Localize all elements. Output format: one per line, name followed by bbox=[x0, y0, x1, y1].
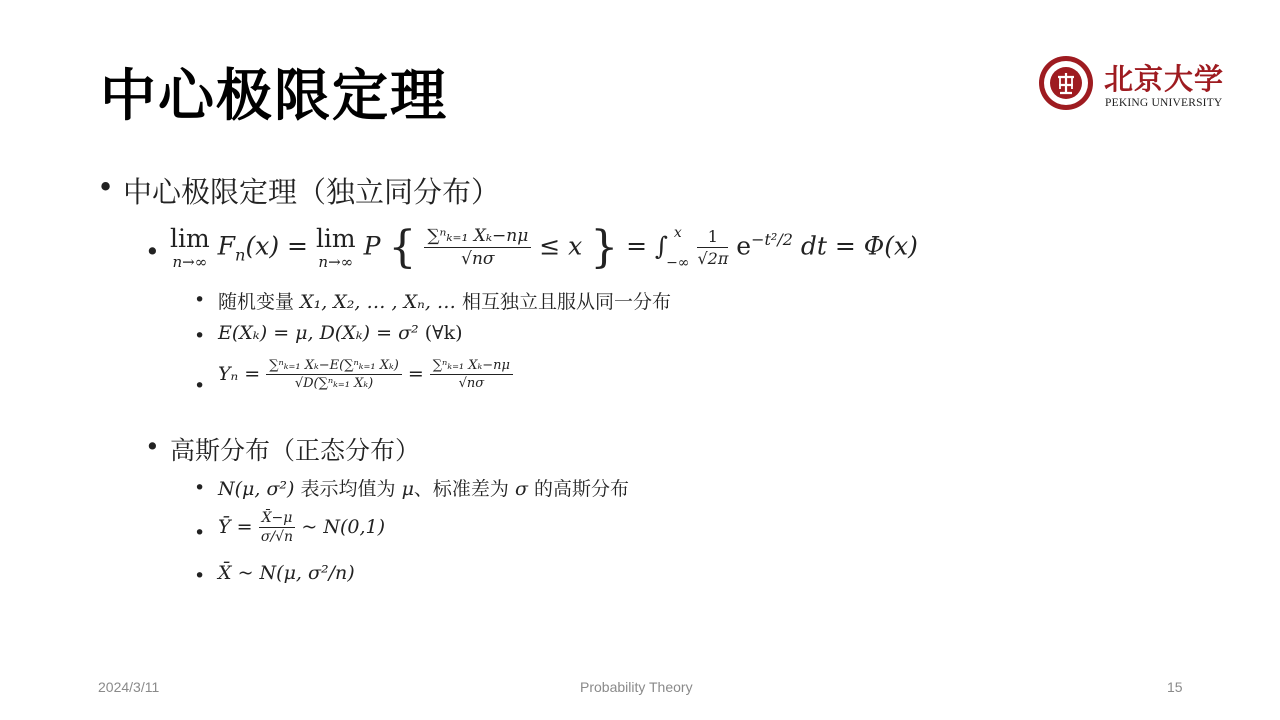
bullet-dot: • bbox=[194, 289, 206, 311]
footer-date: 2024/3/11 bbox=[98, 679, 160, 695]
moments-description: E(Xₖ) = μ, D(Xₖ) = σ² (∀k) bbox=[218, 322, 463, 344]
bullet-dot: • bbox=[145, 432, 160, 461]
bullet-dot: • bbox=[194, 565, 206, 587]
limit-operator: lim n→∞ bbox=[170, 224, 210, 271]
bullet-dot: • bbox=[194, 477, 206, 499]
university-logo bbox=[1038, 55, 1238, 115]
bullet-dot: • bbox=[194, 522, 206, 544]
footer-course: Probability Theory bbox=[580, 679, 693, 695]
standardized-sum-fraction: $\frac{\text{∑ⁿₖ₌₁ Xₖ−nμ}}{√n\sigma}$ bbox=[424, 226, 531, 269]
xbar-distribution: X̄ ~ N(μ, σ²/n) bbox=[218, 562, 355, 584]
yn-definition: Yₙ = $\frac{\text{∑ⁿₖ₌₁ Xₖ−E(∑ⁿₖ₌₁ Xₖ)}}{\text{√D(∑ⁿₖ₌₁ Xₖ)}}$ = $\frac{\text{∑ⁿₖ₌₁ Xₖ−nμ}}{√n\sigma}$ bbox=[218, 358, 513, 391]
university-name-chinese: 北京大学 bbox=[1104, 62, 1225, 96]
ybar-standardization: Ȳ = $\frac{X̄-\mu}{\sigma/√n}$ ~ N(0,1) bbox=[218, 510, 386, 545]
bullet-dot: • bbox=[97, 170, 115, 204]
gaussian-constant-fraction: $\frac{1}{√2\pi}$ bbox=[697, 227, 729, 268]
clt-heading: 中心极限定理（独立同分布） bbox=[123, 175, 501, 209]
normal-notation-description: N(μ, σ²) 表示均值为 μ、标准差为 σ 的高斯分布 bbox=[218, 478, 629, 500]
limit-operator-2: lim n→∞ bbox=[315, 224, 356, 271]
pku-seal-icon bbox=[1038, 55, 1094, 111]
yn-fraction-2: $\frac{\text{∑ⁿₖ₌₁ Xₖ−nμ}}{√n\sigma}$ bbox=[430, 358, 513, 391]
slide-title: 中心极限定理 bbox=[100, 64, 448, 129]
yn-fraction-1: $\frac{\text{∑ⁿₖ₌₁ Xₖ−E(∑ⁿₖ₌₁ Xₖ)}}{\text{√D(∑ⁿₖ₌₁ Xₖ)}}$ bbox=[266, 358, 402, 391]
gaussian-heading: 高斯分布（正态分布） bbox=[170, 436, 421, 465]
university-name-english: PEKING UNIVERSITY bbox=[1105, 97, 1223, 109]
bullet-dot: • bbox=[194, 375, 206, 397]
bullet-dot: • bbox=[194, 325, 206, 347]
iid-description: 随机变量 X₁, X₂, … , Xₙ, … 相互独立且服从同一分布 bbox=[218, 291, 671, 313]
clt-formula: lim n→∞ $F_n(x)$ = lim n→∞ P { $\frac{\text{∑ⁿₖ₌₁ Xₖ−nμ}}{√n\sigma}$ ≤ x } = ∫ x −∞ $\frac{1}{√2\pi}$ $e^{-t^2/2}$ dt = Φ(x) bbox=[170, 222, 918, 273]
bullet-dot: • bbox=[145, 237, 160, 266]
footer-page-number: 15 bbox=[1167, 679, 1183, 695]
ybar-fraction: $\frac{X̄-\mu}{\sigma/√n}$ bbox=[259, 510, 296, 545]
